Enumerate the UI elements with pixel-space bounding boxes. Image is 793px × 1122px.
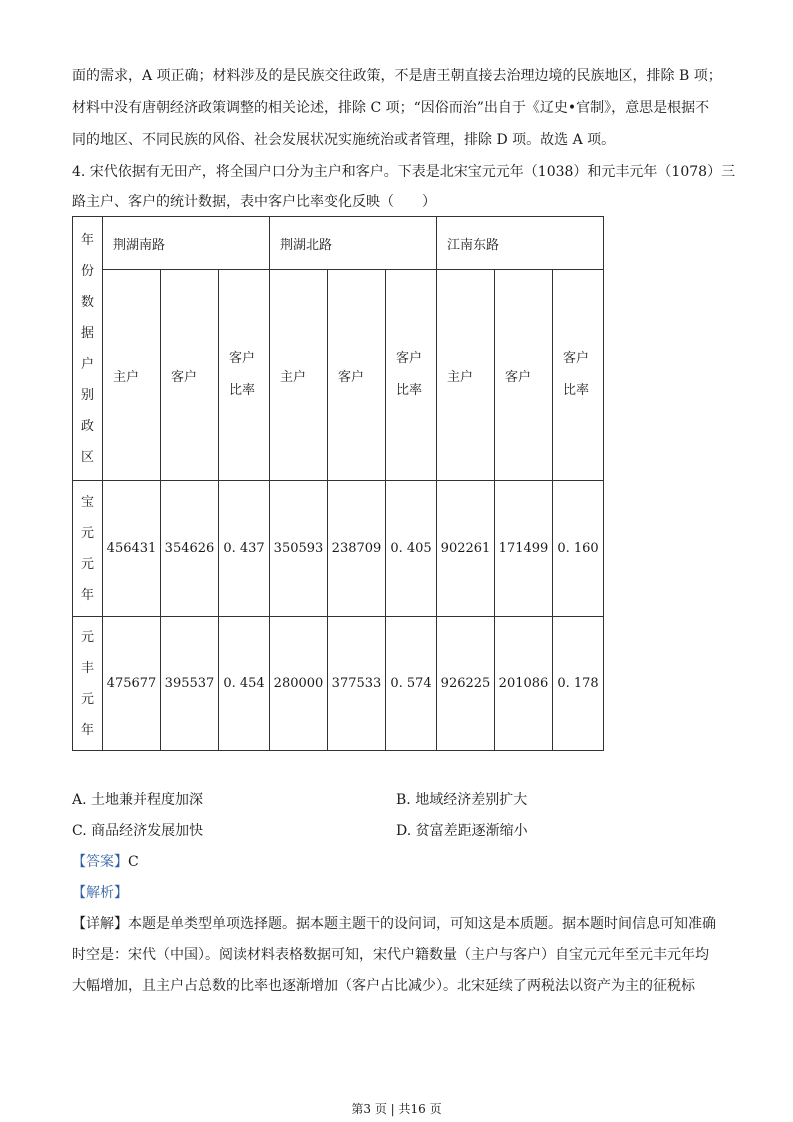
year-char: 年 xyxy=(80,722,94,738)
year-char: 元 xyxy=(80,629,94,645)
year-char: 元 xyxy=(80,525,94,541)
ratio-header-text: 客户 xyxy=(229,351,256,366)
ratio-header-text: 比率 xyxy=(563,383,590,398)
table-cell: 350593 xyxy=(270,481,328,617)
question-stem: 路主户、客户的统计数据，表中客户比率变化反映（ ） xyxy=(72,194,436,210)
detail-line: 时空是：宋代（中国）。阅读材料表格数据可知，宋代户籍数量（主户与客户）自宝元元年至元丰元年均 xyxy=(72,947,709,963)
table-cell: 0. 574 xyxy=(386,617,437,751)
table-cell: 0. 405 xyxy=(386,481,437,617)
table-cell: 0. 178 xyxy=(553,617,604,751)
year-cell xyxy=(73,617,103,751)
table-cell: 395537 xyxy=(161,617,219,751)
table-cell: 0. 160 xyxy=(553,481,604,617)
table-cell: 902261 xyxy=(437,481,495,617)
answer-value: C xyxy=(128,854,139,870)
guest-household-header: 客户 xyxy=(161,270,219,481)
corner-char: 户 xyxy=(80,356,94,372)
table-row xyxy=(73,481,604,617)
year-char: 元 xyxy=(80,691,94,707)
region-header: 荆湖北路 xyxy=(270,217,437,270)
guest-household-header: 客户 xyxy=(495,270,553,481)
corner-char: 别 xyxy=(80,387,94,403)
table-cell: 171499 xyxy=(495,481,553,617)
page-footer: 第3 页 | 共16 页 xyxy=(351,1102,442,1116)
year-char: 宝 xyxy=(80,494,94,510)
table-cell: 0. 454 xyxy=(219,617,270,751)
option-b: B. 地域经济差别扩大 xyxy=(396,792,528,808)
paragraph-line: 材料中没有唐朝经济政策调整的相关论述，排除 C 项；“因俗而治”出自于《辽史•官制》，意思是根据不 xyxy=(72,100,710,116)
corner-char: 份 xyxy=(80,263,94,279)
answer-label: 【答案】 xyxy=(72,854,128,870)
corner-char: 政 xyxy=(80,418,94,434)
option-c: C. 商品经济发展加快 xyxy=(72,823,204,839)
guest-ratio-header xyxy=(219,270,270,481)
year-char: 年 xyxy=(80,587,94,603)
table-cell: 354626 xyxy=(161,481,219,617)
detail-line xyxy=(72,914,716,934)
table-row xyxy=(73,617,604,751)
corner-char: 区 xyxy=(80,449,94,465)
option-d: D. 贫富差距逐渐缩小 xyxy=(396,823,528,839)
corner-char: 数 xyxy=(80,294,94,310)
data-table xyxy=(72,216,604,751)
ratio-header-text: 比率 xyxy=(396,383,423,398)
ratio-header-text: 比率 xyxy=(229,383,256,398)
detail-label: 【详解】 xyxy=(72,916,128,932)
table-cell: 201086 xyxy=(495,617,553,751)
corner-char: 据 xyxy=(80,325,94,341)
answer xyxy=(72,852,139,872)
table-cell: 377533 xyxy=(328,617,386,751)
table-cell: 475677 xyxy=(103,617,161,751)
year-char: 丰 xyxy=(80,660,94,676)
region-header: 荆湖南路 xyxy=(103,217,270,270)
main-household-header: 主户 xyxy=(437,270,495,481)
table-cell: 238709 xyxy=(328,481,386,617)
table-cell: 926225 xyxy=(437,617,495,751)
guest-ratio-header xyxy=(553,270,604,481)
ratio-header-text: 客户 xyxy=(563,351,590,366)
ratio-header-text: 客户 xyxy=(396,351,423,366)
table-cell: 280000 xyxy=(270,617,328,751)
year-char: 元 xyxy=(80,556,94,572)
paragraph-line: 面的需求，A 项正确；材料涉及的是民族交往政策，不是唐王朝直接去治理边境的民族地区，排除 B 项； xyxy=(72,68,722,84)
corner-header xyxy=(73,217,103,481)
main-household-header: 主户 xyxy=(270,270,328,481)
analysis-label: 【解析】 xyxy=(72,885,128,901)
option-a: A. 土地兼并程度加深 xyxy=(72,792,204,808)
table-cell: 0. 437 xyxy=(219,481,270,617)
main-household-header: 主户 xyxy=(103,270,161,481)
question-stem: 4. 宋代依据有无田产，将全国户口分为主户和客户。下表是北宋宝元元年（1038）和元丰元年（1078）三 xyxy=(72,164,736,180)
detail-text: 本题是单类型单项选择题。据本题主题干的设问词，可知这是本质题。据本题时间信息可知准确 xyxy=(128,916,716,932)
year-cell xyxy=(73,481,103,617)
table-cell: 456431 xyxy=(103,481,161,617)
detail-line: 大幅增加，且主户占总数的比率也逐渐增加（客户占比减少）。北宋延续了两税法以资产为主的征税标 xyxy=(72,978,695,994)
paragraph-line: 同的地区、不同民族的风俗、社会发展状况实施统治或者管理，排除 D 项。故选 A 项。 xyxy=(72,132,616,148)
region-header: 江南东路 xyxy=(437,217,604,270)
guest-household-header: 客户 xyxy=(328,270,386,481)
guest-ratio-header xyxy=(386,270,437,481)
corner-char: 年 xyxy=(80,232,94,248)
